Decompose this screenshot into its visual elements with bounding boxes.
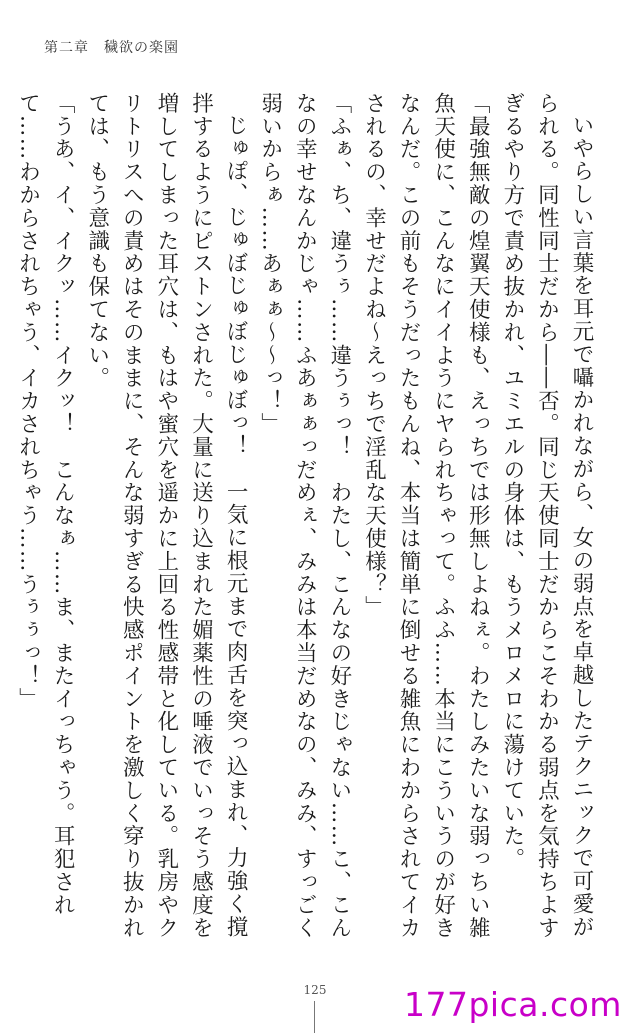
- chapter-title: 穢欲の楽園: [104, 40, 179, 56]
- narration-paragraph-1: いやらしい言葉を耳元で囁かれながら、女の弱点を卓越したテクニックで可愛がられる。同性同士だから――否。同じ天使同士だからこそわかる弱点を気持ちよすぎるやり方で責め抜かれ、ユミエルの身体は、もうメロメロに蕩けていた。: [499, 92, 594, 940]
- watermark-text: 177pica.com: [404, 985, 622, 1024]
- narration-paragraph-4: じゅぽ、じゅぼじゅぼじゅぼっ！ 一気に根元まで肉舌を突っ込まれ、力強く撹拌するようにピストンされた。大量に送り込まれた媚薬性の唾液でいっそう感度を増してしまった耳穴は、もはや蜜穴を遥かに上回る性感帯と化している。乳房やクリトリスへの責めはそのままに、そんな弱すぎる快感ポイントを激しく穿り抜かれては、もう意識も保てない。: [84, 92, 249, 940]
- chapter-number: 第二章: [44, 40, 89, 56]
- folio-rule: [314, 1001, 315, 1033]
- running-head: [44, 37, 179, 57]
- dialogue-paragraph-2: 「最強無敵の煌翼天使様も、えっちでは形無しよねぇ。わたしみたいな弱っちい雑魚天使に、こんなにイイようにヤられちゃって。ふふ……本当にこういうのが好きなんだ。この前もそうだったもんね、本当は簡単に倒せる雑魚にわからされてイカされるの、幸せだよね～えっちで淫乱な天使様？」: [361, 92, 491, 940]
- dialogue-paragraph-3: 「ふぁ、ち、違うぅ……違うぅっ！ わたし、こんなの好きじゃない……こ、こんなの幸せなんかじゃ……ふあぁぁっだめぇ、みみは本当だめなの、みみ、すっごく弱いからぁ……あぁぁ～～っ！」: [257, 92, 352, 940]
- vertical-body-text: [15, 92, 598, 952]
- page-number: 125: [303, 983, 327, 997]
- dialogue-paragraph-5: 「うあ、イ、イクッ……イクッ！ こんなぁ……ま、またイっちゃう。耳犯されて……わからされちゃう、イカされちゃう……うぅぅっ！」: [15, 92, 76, 917]
